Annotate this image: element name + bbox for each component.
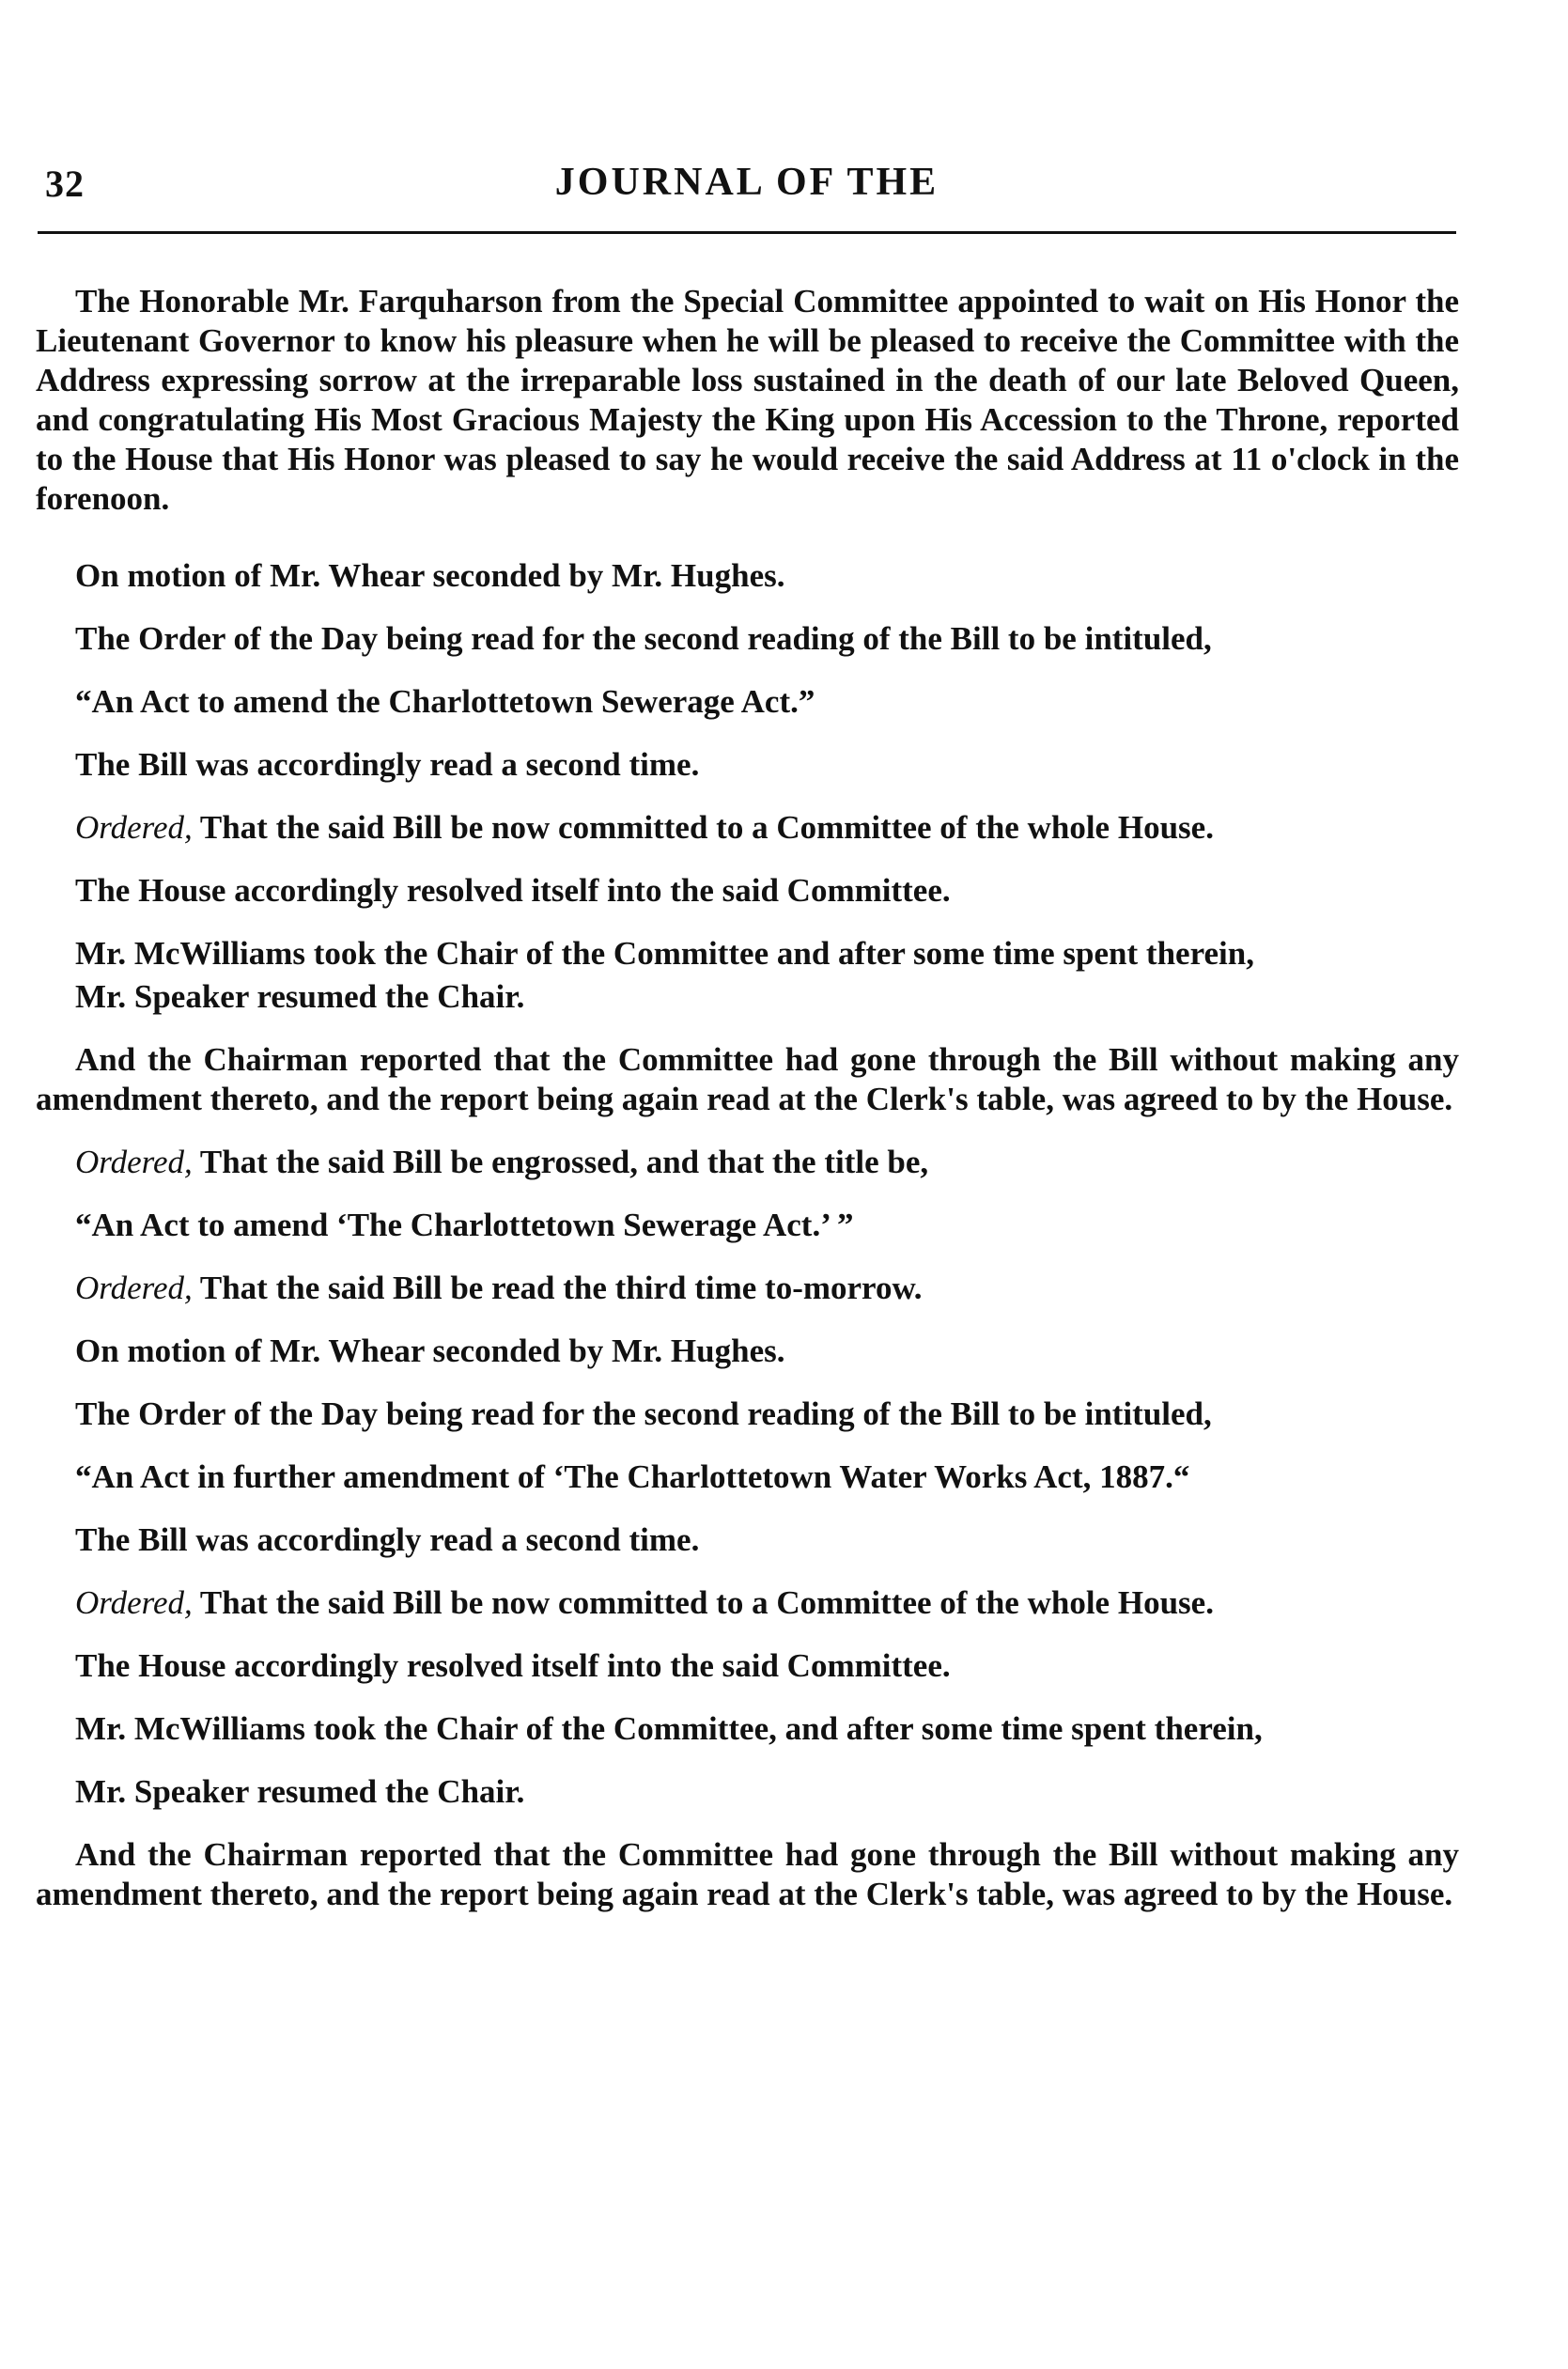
ordered-lead: Ordered, xyxy=(75,1144,193,1180)
paragraph: “An Act to amend the Charlottetown Sewerage Act.” xyxy=(75,683,815,720)
paragraph: And the Chairman reported that the Committee had gone through the Bill without making any amendment thereto, and the report being again read at the Clerk's table, was agreed to by the House. xyxy=(36,1041,1459,1117)
paragraph: On motion of Mr. Whear seconded by Mr. Hughes. xyxy=(75,1333,785,1369)
ordered-lead: Ordered, xyxy=(75,809,193,846)
paragraph: The House accordingly resolved itself into the said Committee. xyxy=(75,872,951,909)
paragraph: “An Act to amend ‘The Charlottetown Sewerage Act.’ ” xyxy=(75,1207,854,1243)
paragraph: The Order of the Day being read for the second reading of the Bill to be intituled, xyxy=(75,1395,1212,1432)
paragraph: The Honorable Mr. Farquharson from the Special Committee appointed to wait on His Honor the Lieutenant Governor to know his pleasure when he will be pleased to receive the Committee with the Address expressing sorrow at the irreparable loss sustained in the death of our late Beloved Queen, and congratulating His Most Gracious Majesty the King upon His Accession to the Throne, reported to the House that His Honor was pleased to say he would receive the said Address at 11 o'clock in the forenoon. xyxy=(36,283,1459,517)
ordered-lead: Ordered, xyxy=(75,1584,193,1621)
page-header xyxy=(38,152,1456,209)
page-number: 32 xyxy=(45,163,85,205)
paragraph: The House accordingly resolved itself into the said Committee. xyxy=(75,1647,951,1684)
paragraph: Mr. McWilliams took the Chair of the Committee and after some time spent therein, xyxy=(75,935,1254,972)
paragraph: The Bill was accordingly read a second time. xyxy=(75,1521,700,1558)
paragraph: The Order of the Day being read for the second reading of the Bill to be intituled, xyxy=(75,620,1212,657)
paragraph: Ordered, That the said Bill be now committed to a Committee of the whole House. xyxy=(75,809,1214,846)
paragraph: On motion of Mr. Whear seconded by Mr. Hughes. xyxy=(75,557,785,594)
paragraph: Ordered, That the said Bill be engrossed, and that the title be, xyxy=(75,1144,929,1180)
paragraph: Mr. Speaker resumed the Chair. xyxy=(75,1773,525,1810)
ordered-lead: Ordered, xyxy=(75,1270,193,1306)
paragraph: The Bill was accordingly read a second time. xyxy=(75,746,700,783)
paragraph: And the Chairman reported that the Committee had gone through the Bill without making any amendment thereto, and the report being again read at the Clerk's table, was agreed to by the House. xyxy=(36,1836,1459,1912)
paragraph: Ordered, That the said Bill be read the third time to-morrow. xyxy=(75,1270,923,1306)
paragraph: Mr. Speaker resumed the Chair. xyxy=(75,978,525,1015)
journal-body xyxy=(36,282,1459,1938)
header-rule xyxy=(38,231,1456,234)
paragraph: Mr. McWilliams took the Chair of the Committee, and after some time spent therein, xyxy=(75,1710,1263,1747)
running-title: JOURNAL OF THE xyxy=(554,161,939,204)
paragraph: “An Act in further amendment of ‘The Charlottetown Water Works Act, 1887.“ xyxy=(75,1458,1190,1495)
paragraph: Ordered, That the said Bill be now committed to a Committee of the whole House. xyxy=(75,1584,1214,1621)
